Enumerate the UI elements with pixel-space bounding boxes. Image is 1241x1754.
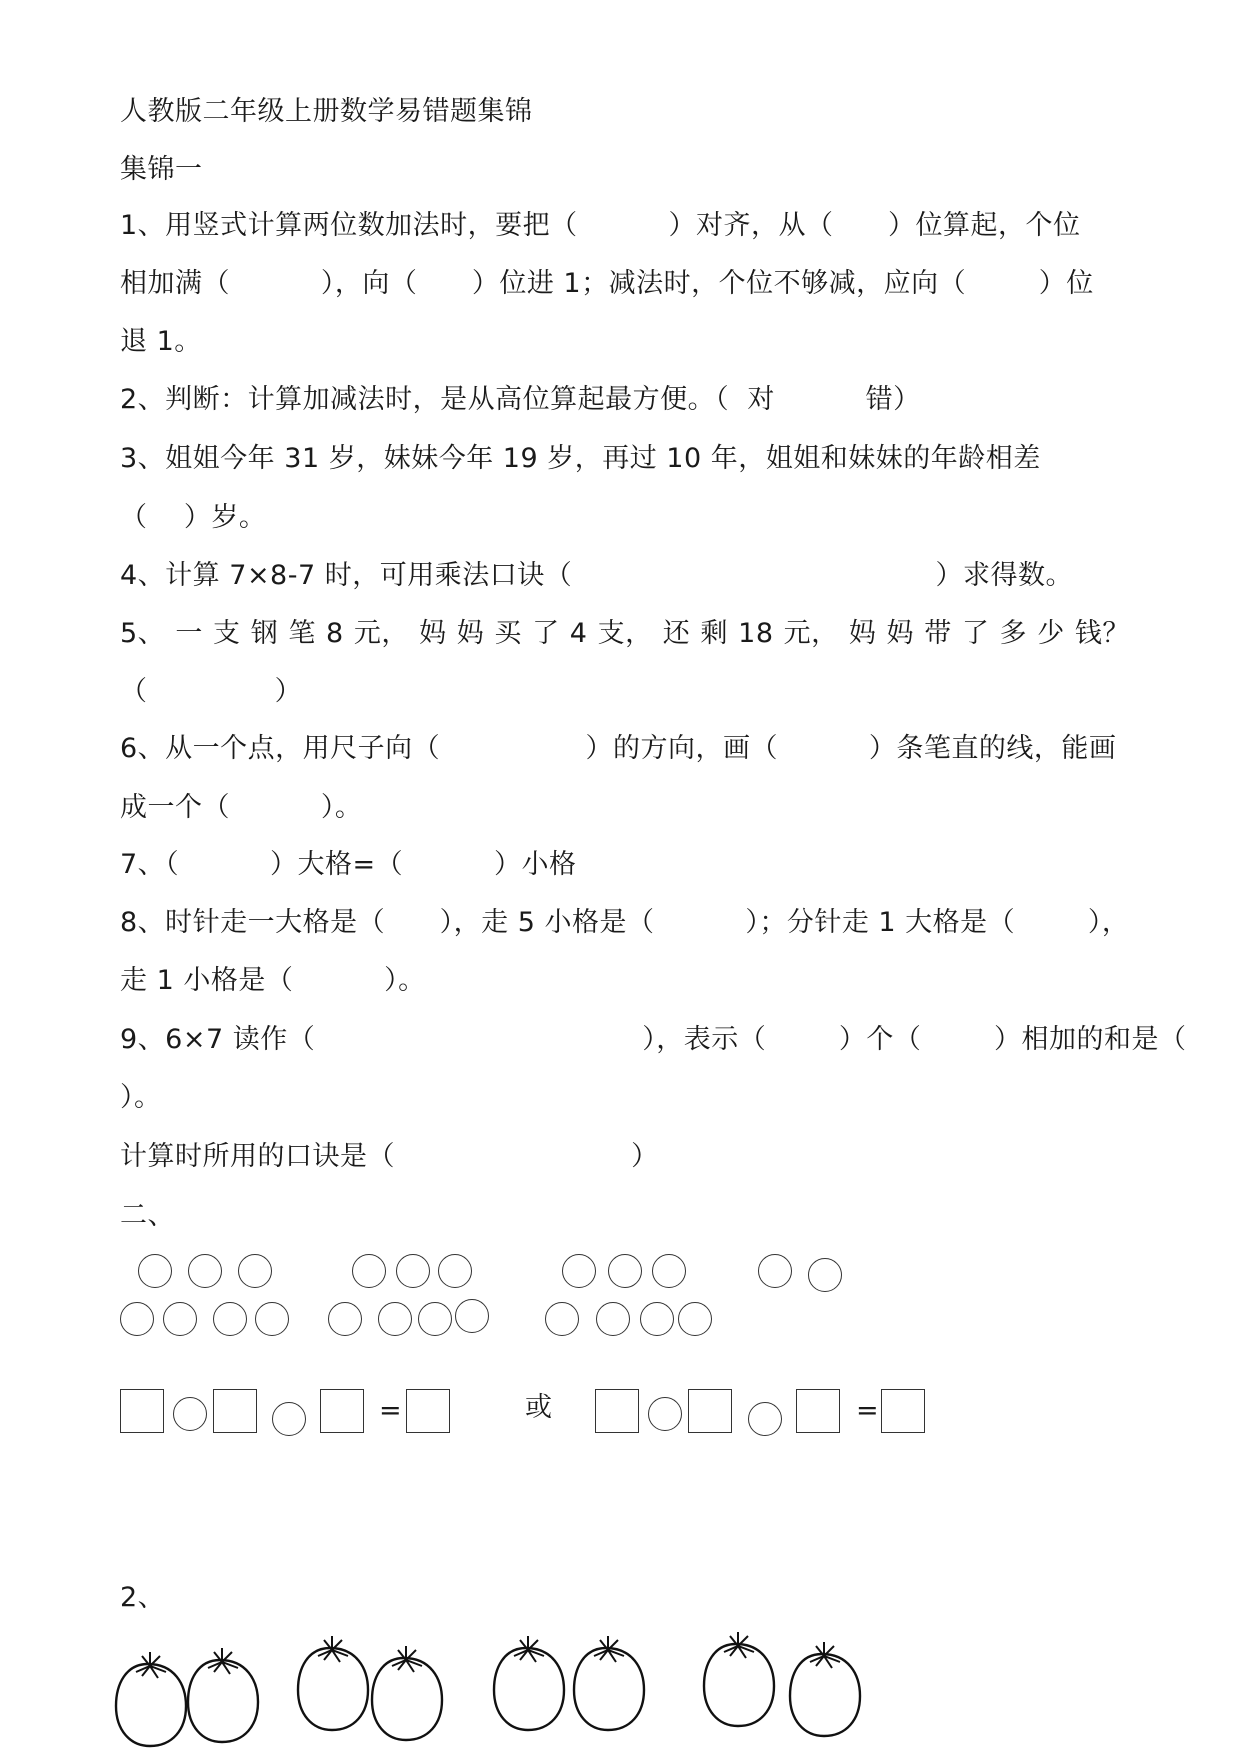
q5-token: 妈 [456, 618, 485, 649]
q5-token: 4 [569, 618, 588, 649]
question-8-line-1: 8、时针走一大格是（ ），走 5 小格是（ ）；分针走 1 大格是（ ）， [120, 907, 1130, 938]
question-2: 2、判断：计算加减法时，是从高位算起最方便。（ 对 错） [120, 384, 921, 415]
operator-circle[interactable] [272, 1402, 306, 1436]
q5-token: 钱？ [1074, 618, 1130, 649]
answer-box[interactable] [688, 1389, 732, 1433]
question-8-line-2: 走 1 小格是（ ）。 [120, 965, 426, 996]
q5-token: 元， [783, 618, 839, 649]
operator-circle[interactable] [748, 1402, 782, 1436]
q5-token: 笔 [288, 618, 316, 649]
equals-sign: = [856, 1395, 879, 1426]
answer-box[interactable] [320, 1389, 364, 1433]
q5-token: 妈 [419, 618, 447, 649]
operator-circle[interactable] [173, 1397, 207, 1431]
q5-token: 还 [662, 618, 691, 649]
q5-token: 妈 [848, 618, 877, 649]
q5-token: 带 [924, 618, 952, 649]
q5-token: 钢 [250, 618, 279, 649]
question-9-line-3: 计算时所用的口诀是（ ） [120, 1141, 659, 1172]
question-1-line-1: 1、用竖式计算两位数加法时，要把（ ）对齐，从（ ）位算起，个位 [120, 210, 1081, 241]
tomato-icon [704, 1632, 774, 1726]
q5-token: 买 [494, 618, 522, 649]
answer-box[interactable] [213, 1389, 257, 1433]
tomato-icon [372, 1646, 442, 1740]
q5-token: 了 [961, 618, 990, 649]
question-7: 7、（ ）大格=（ ）小格 [120, 849, 577, 880]
q5-token: 多 [999, 618, 1028, 649]
q5-token: 妈 [886, 618, 915, 649]
worksheet-title: 人教版二年级上册数学易错题集锦 [120, 96, 533, 127]
tomato-figure [100, 1610, 880, 1754]
question-9-line-2: ）。 [120, 1082, 162, 1113]
tomato-icon [494, 1636, 564, 1730]
question-5-line-1 [120, 616, 1130, 652]
or-word: 或 [525, 1392, 552, 1423]
answer-box[interactable] [595, 1389, 639, 1433]
tomato-icon [116, 1652, 186, 1746]
answer-box[interactable] [120, 1389, 164, 1433]
operator-circle[interactable] [648, 1397, 682, 1431]
q5-token: 了 [532, 618, 560, 649]
question-3-line-2: （ ）岁。 [120, 502, 267, 533]
q5-token: 8 [326, 618, 344, 649]
q5-token: 一 [175, 618, 203, 649]
tomato-icon [188, 1648, 258, 1742]
question-3-line-1: 3、姐姐今年 31 岁，妹妹今年 19 岁，再过 10 年，姐姐和妹妹的年龄相差 [120, 443, 1041, 474]
answer-box[interactable] [796, 1389, 840, 1433]
question-5-line-2: （ ） [120, 676, 303, 707]
question-6-line-1: 6、从一个点，用尺子向（ ）的方向，画（ ）条笔直的线，能画 [120, 733, 1117, 764]
q5-token: 剩 [700, 618, 728, 649]
q5-token: 18 [738, 618, 774, 649]
q5-token: 元， [353, 618, 409, 649]
tomato-icon [574, 1636, 644, 1730]
section-heading-1: 集锦一 [120, 154, 203, 185]
question-4: 4、计算 7×8-7 时，可用乘法口诀（ ）求得数。 [120, 560, 1074, 591]
item-2-label: 2、 [120, 1582, 166, 1613]
tomato-icon [790, 1642, 860, 1736]
tomato-icon [298, 1636, 368, 1730]
q5-token: 5、 [120, 618, 166, 649]
equals-sign: = [379, 1395, 402, 1426]
q5-token: 少 [1037, 618, 1065, 649]
question-9-line-1: 9、6×7 读作（ ），表示（ ）个（ ）相加的和是（ [120, 1024, 1187, 1055]
q5-token: 支， [597, 618, 653, 649]
question-6-line-2: 成一个（ ）。 [120, 792, 363, 823]
section-heading-2: 二、 [120, 1200, 175, 1231]
answer-box[interactable] [406, 1389, 450, 1433]
question-1-line-3: 退 1。 [120, 326, 202, 357]
question-1-line-2: 相加满（ ），向（ ）位进 1；减法时，个位不够减，应向（ ）位 [120, 268, 1094, 299]
q5-token: 支 [213, 618, 241, 649]
answer-box[interactable] [881, 1389, 925, 1433]
